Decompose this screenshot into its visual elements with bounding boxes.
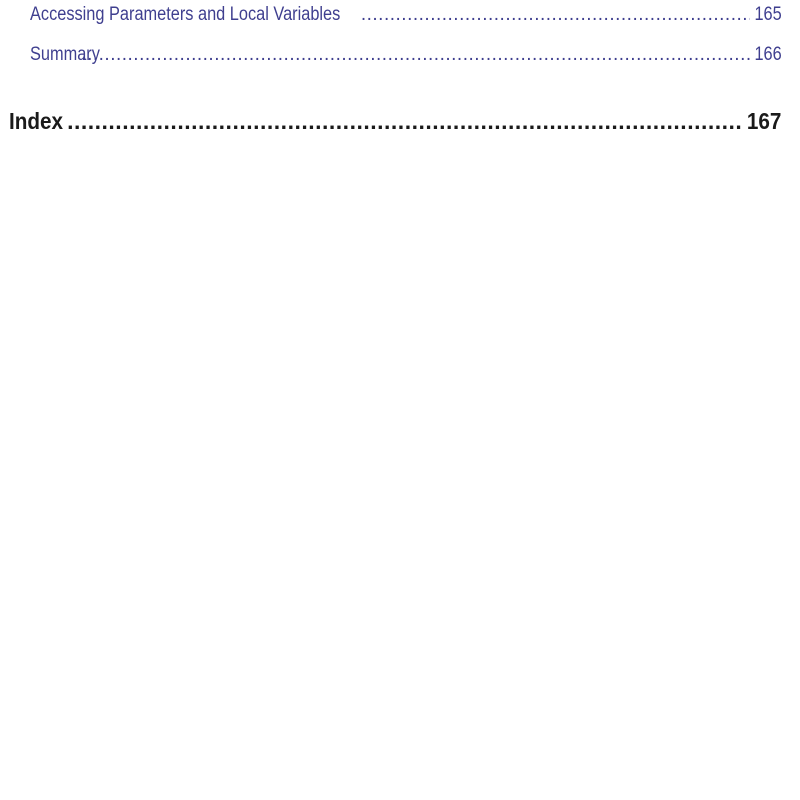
toc-entry-title: Index (9, 108, 64, 134)
toc-entry-page-number: 166 (754, 44, 782, 65)
toc-entry-summary[interactable] (30, 44, 782, 66)
dot-leader (81, 44, 750, 66)
dot-leader (67, 108, 741, 135)
toc-entry-accessing-parameters[interactable] (30, 4, 782, 26)
toc-entry-page-number: 167 (746, 108, 781, 134)
dot-leader (361, 4, 750, 26)
toc-entry-title: Accessing Parameters and Local Variables (30, 4, 341, 25)
toc-entry-index[interactable] (9, 108, 781, 135)
toc-entry-title: Summary (30, 44, 100, 65)
toc-entry-page-number: 165 (754, 4, 782, 25)
